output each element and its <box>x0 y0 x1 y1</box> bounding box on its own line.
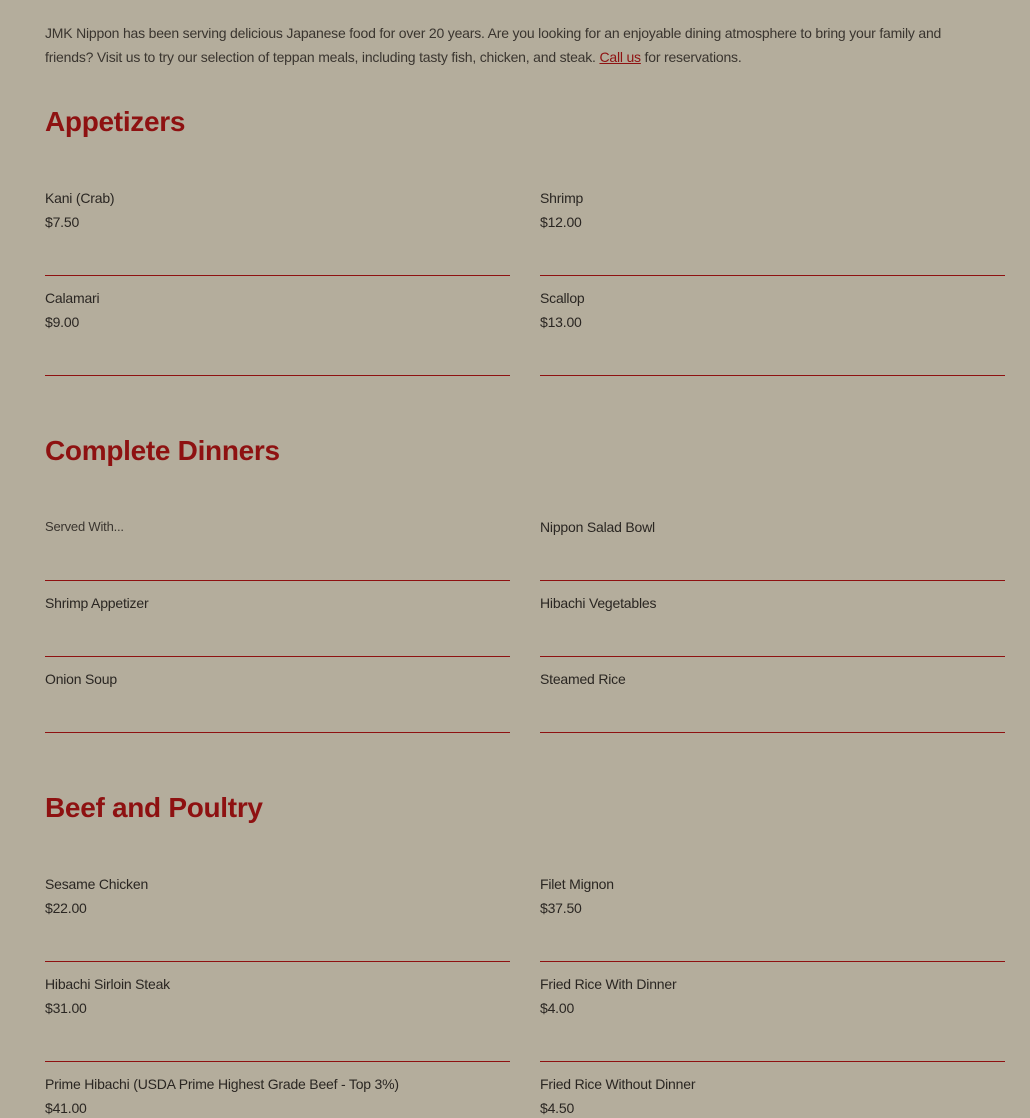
menu-item-price: $37.50 <box>540 900 582 916</box>
menu-item <box>45 862 510 962</box>
menu-item-name: Fried Rice With Dinner <box>540 976 677 992</box>
menu-item-price: $41.00 <box>45 1100 87 1116</box>
appetizers-list <box>45 176 1005 376</box>
menu-item-name: Shrimp Appetizer <box>45 595 149 611</box>
intro-text: JMK Nippon has been serving delicious Japanese food for over 20 years. Are you looking for an enjoyable dining atmosphere to bring your family and friends? Visit us to try our selection of teppan meals, including tasty fish, chicken, and steak. <box>45 25 942 65</box>
menu-item-name: Hibachi Vegetables <box>540 595 657 611</box>
menu-item <box>540 1062 1005 1118</box>
menu-item-name: Filet Mignon <box>540 876 614 892</box>
menu-item-name: Steamed Rice <box>540 671 626 687</box>
beef-poultry-list <box>45 862 1005 1118</box>
menu-item-name: Onion Soup <box>45 671 117 687</box>
beef-poultry-heading: Beef and Poultry <box>45 792 263 823</box>
menu-item-name: Kani (Crab) <box>45 190 115 206</box>
menu-item-price: $4.50 <box>540 1100 575 1116</box>
served-with-label: Served With... <box>45 519 124 534</box>
menu-item-price: $31.00 <box>45 1000 87 1016</box>
menu-item <box>45 581 510 657</box>
menu-item-name: Shrimp <box>540 190 584 206</box>
complete-dinners-heading: Complete Dinners <box>45 435 280 466</box>
menu-item-price: $7.50 <box>45 214 80 230</box>
menu-item <box>540 962 1005 1062</box>
menu-item <box>540 505 1005 581</box>
menu-item-name: Calamari <box>45 290 100 306</box>
menu-item <box>540 657 1005 733</box>
menu-item-price: $13.00 <box>540 314 582 330</box>
menu-item <box>45 962 510 1062</box>
call-us-link[interactable]: Call us <box>599 49 641 65</box>
menu-item-name: Nippon Salad Bowl <box>540 519 655 535</box>
menu-item-name: Hibachi Sirloin Steak <box>45 976 170 992</box>
menu-item-name: Sesame Chicken <box>45 876 149 892</box>
intro-text-end: for reservations. <box>640 49 742 65</box>
menu-item <box>45 176 510 276</box>
menu-item-price: $4.00 <box>540 1000 575 1016</box>
served-with-note <box>45 505 510 581</box>
menu-item-name: Scallop <box>540 290 585 306</box>
menu-item <box>540 176 1005 276</box>
menu-item <box>540 276 1005 376</box>
menu-item-price: $22.00 <box>45 900 87 916</box>
complete-dinners-list <box>45 505 1005 733</box>
menu-item <box>540 862 1005 962</box>
menu-item-name: Prime Hibachi (USDA Prime Highest Grade Beef - Top 3%) <box>45 1076 399 1092</box>
menu-item-price: $12.00 <box>540 214 582 230</box>
appetizers-heading: Appetizers <box>45 106 186 137</box>
menu-item <box>45 276 510 376</box>
menu-item <box>540 581 1005 657</box>
menu-item-name: Fried Rice Without Dinner <box>540 1076 696 1092</box>
menu-item <box>45 657 510 733</box>
intro-paragraph <box>45 21 955 69</box>
menu-item-price: $9.00 <box>45 314 80 330</box>
menu-item <box>45 1062 510 1118</box>
